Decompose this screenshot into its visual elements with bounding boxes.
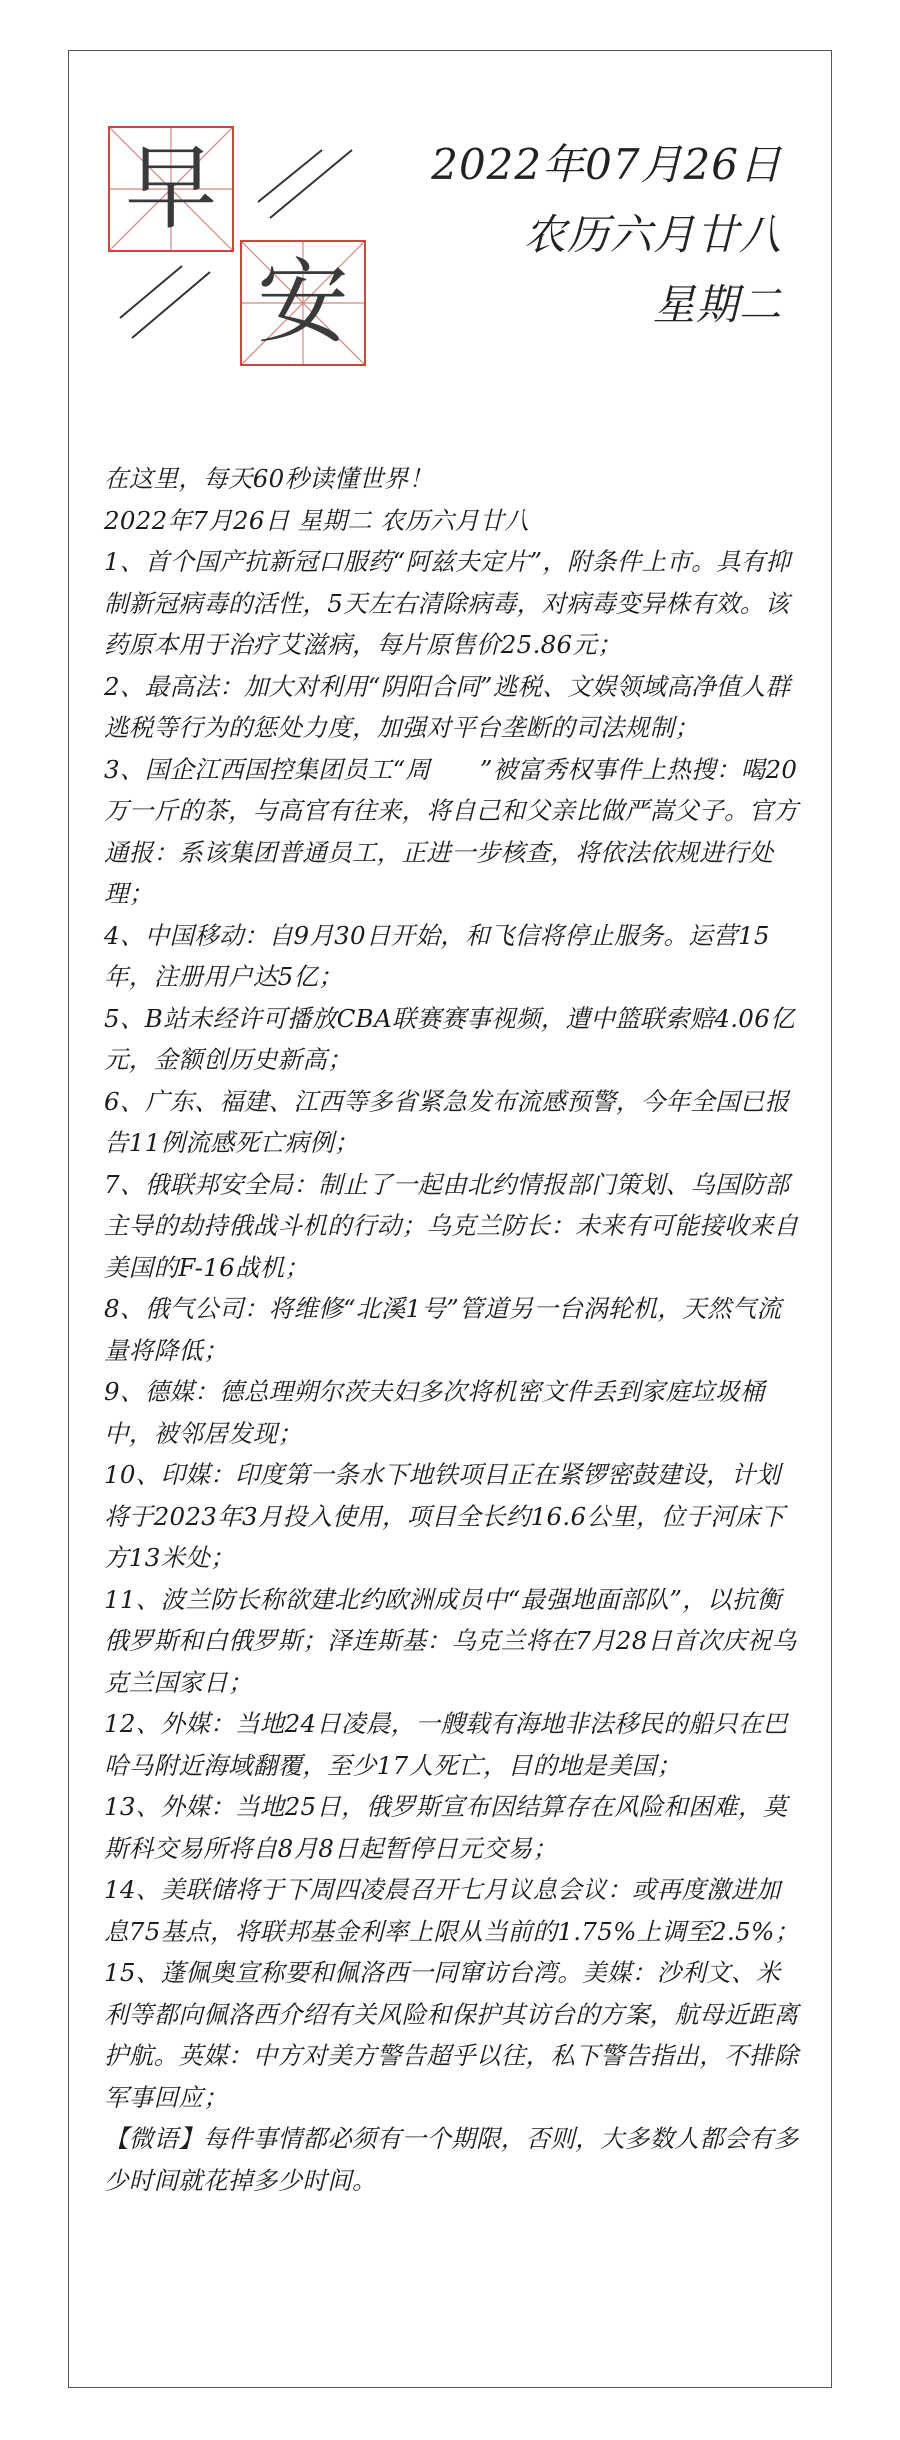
an-grid-box — [240, 240, 366, 366]
news-item-8: 8、俄气公司：将维修“北溪1号”管道另一台涡轮机，天然气流量将降低； — [104, 1294, 782, 1365]
news-item-2: 2、最高法：加大对利用“阴阳合同”逃税、文娱领域高净值人群逃税等行为的惩处力度，加强对平台垄断的司法规制； — [104, 671, 791, 742]
news-item-5: 5、B站未经许可播放CBA联赛赛事视频，遭中篮联索赔4.06亿元，金额创历史新高； — [104, 1003, 795, 1074]
news-item-14: 14、美联储将于下周四凌晨召开七月议息会议：或再度激进加息75基点，将联邦基金利率上限从当前的1.75%上调至2.5%； — [104, 1875, 800, 1946]
date-block — [431, 130, 782, 340]
news-content — [104, 458, 804, 2201]
news-item-6: 6、广东、福建、江西等多省紧急发布流感预警，今年全国已报告11例流感死亡病例； — [104, 1086, 790, 1157]
news-item-11: 11、波兰防长称欲建北约欧洲成员中“最强地面部队”，以抗衡俄罗斯和白俄罗斯；泽连斯基：乌克兰将在7月28日首次庆祝乌克兰国家日； — [104, 1584, 797, 1697]
intro-line: 在这里，每天60秒读懂世界！ — [104, 464, 434, 493]
zao-char: 早 — [124, 135, 217, 242]
lunar-date: 农历六月廿八 — [523, 210, 782, 259]
news-item-4: 4、中国移动：自9月30日开始，和飞信将停止服务。运营15年，注册用户达5亿； — [104, 920, 770, 991]
news-item-13: 13、外媒：当地25日，俄罗斯宣布因结算存在风险和困难，莫斯科交易所将自8月8日起暂停日元交易； — [104, 1792, 788, 1863]
news-item-12: 12、外媒：当地24日凌晨，一艘载有海地非法移民的船只在巴哈马附近海域翻覆，至少17人死亡，目的地是美国； — [104, 1709, 788, 1780]
news-item-15: 15、蓬佩奥宣称要和佩洛西一同窜访台湾。美媒：沙利文、米利等都向佩洛西介绍有关风险和保护其访台的方案，航母近距离护航。英媒：中方对美方警告超乎以往，私下警告指出，不排除军事回应； — [104, 1958, 799, 2112]
news-item-3: 3、国企江西国控集团员工“周 ”被富秀权事件上热搜：喝20万一斤的茶，与高官有往来，将自己和父亲比做严嵩父子。官方通报：系该集团普通员工，正进一步核查，将依法依规进行处理； — [104, 754, 799, 908]
news-item-10: 10、印媒：印度第一条水下地铁项目正在紧锣密鼓建设，计划将于2023年3月投入使用，项目全长约16.6公里，位于河床下方13米处； — [104, 1460, 785, 1572]
zao-grid-box — [108, 126, 234, 252]
news-item-1: 1、首个国产抗新冠口服药“阿兹夫定片”，附条件上市。具有抑制新冠病毒的活性，5天左右清除病毒，对病毒变异株有效。该药原本用于治疗艾滋病，每片原售价25.86元； — [104, 547, 791, 659]
an-char: 安 — [256, 249, 349, 356]
gregorian-date: 2022年07月26日 — [431, 140, 782, 189]
weiyu-quote: 【微语】每件事情都必须有一个期限，否则，大多数人都会有多少时间就花掉多少时间。 — [104, 2124, 799, 2195]
news-item-7: 7、俄联邦安全局：制止了一起由北约情报部门策划、乌国防部主导的劫持俄战斗机的行动；乌克兰防长：未来有可能接收来自美国的F-16战机； — [104, 1169, 799, 1282]
news-item-9: 9、德媒：德总理朔尔茨夫妇多次将机密文件丢到家庭垃圾桶中，被邻居发现； — [104, 1377, 765, 1448]
date-subline: 2022年7月26日 星期二 农历六月廿八 — [104, 505, 529, 535]
weekday: 星期二 — [652, 280, 782, 329]
